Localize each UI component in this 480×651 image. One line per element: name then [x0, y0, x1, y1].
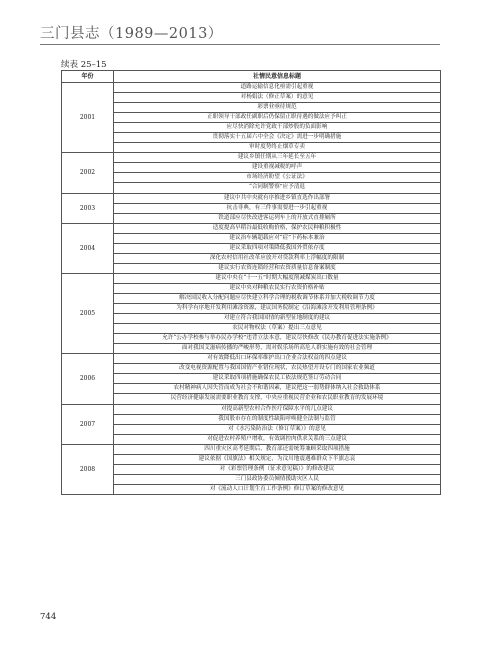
table-row — [62, 334, 441, 344]
page-number: 744 — [40, 612, 57, 622]
table-row — [62, 324, 441, 334]
title-cell: 对提高新型农村合作医疗保障水平的几点建议 — [114, 404, 441, 414]
table-row — [62, 464, 441, 474]
table-row — [62, 153, 441, 163]
table-row — [62, 103, 441, 113]
title-cell: 对建立符合我国国情的新型征地制度的建议 — [114, 314, 441, 324]
table-row — [62, 314, 441, 324]
table-row — [62, 364, 441, 374]
table-row — [62, 183, 441, 193]
table-row — [62, 374, 441, 384]
table-row — [62, 444, 441, 454]
data-table — [61, 70, 441, 495]
title-cell: 建议依据《国旗法》相关规定，为汶川地震遇难群众下半旗志哀 — [114, 454, 441, 464]
table-row — [62, 384, 441, 394]
title-cell: 贯彻落实十五届六中全会《决定》需进一步明确措施 — [114, 133, 441, 143]
table-row — [62, 243, 441, 253]
table-row — [62, 344, 441, 354]
title-cell: 审时度势终止烟草专卖 — [114, 143, 441, 153]
table-row — [62, 484, 441, 494]
title-cell: 对《流动人口计划生育工作条例》修订草案的修改意见 — [114, 484, 441, 494]
table-row — [62, 113, 441, 123]
title-cell: 三门县政协委员倾情援助灾区人民 — [114, 474, 441, 484]
table-row — [62, 434, 441, 444]
title-cell: 铁道部应尽快改进客运列车上的开放式直排厕所 — [114, 213, 441, 223]
year-cell: 2002 — [62, 153, 114, 193]
title-cell: 建设重视减税的呼声 — [114, 163, 441, 173]
title-cell: 建议乡镇任期从三年延长至五年 — [114, 153, 441, 163]
title-cell: 对促进农村养殖户增收，有效调控肉供求关系的三点建议 — [114, 434, 441, 444]
title-cell: “合同制警察”应予清退 — [114, 183, 441, 193]
title-cell: 抗击非典，有三件事需要进一步引起重视 — [114, 203, 441, 213]
title-cell: 对杨娟法（修正草案）的意见 — [114, 93, 441, 103]
title-cell: 建议治车辆超载应对“症”下药标本兼治 — [114, 233, 441, 243]
title-cell: 彩票业亟待规范 — [114, 103, 441, 113]
year-cell: 2004 — [62, 223, 114, 273]
table-row — [62, 193, 441, 203]
table-row — [62, 143, 441, 153]
table-row — [62, 223, 441, 233]
title-cell: 深化农村信用社改革应放开对贷款利率上浮幅度的限制 — [114, 253, 441, 263]
year-cell: 2005 — [62, 273, 114, 353]
table-row — [62, 454, 441, 464]
title-cell: 对《水污染防治法（修订草案）》的意见 — [114, 424, 441, 434]
table-row — [62, 424, 441, 434]
header-rule — [40, 44, 440, 45]
table-row — [62, 394, 441, 404]
title-cell: 面对我国艾滋病传播的严峻形势，需对娱乐场所高危人群实施有效的社会管理 — [114, 344, 441, 354]
title-cell: 四川重灾区高考延期后，教育部还需统筹兼顾采取四项措施 — [114, 444, 441, 454]
title-cell: 建议采取四项对策降低我国外贸依存度 — [114, 243, 441, 253]
year-cell: 2007 — [62, 404, 114, 444]
title-cell: 我国股市存在的制度性缺陷呼唤健全法制与监管 — [114, 414, 441, 424]
title-cell: 农民对物权法（草案）提出三点意见 — [114, 324, 441, 334]
title-cell: 适度提高早稻谷最低收购价格，保护农民种粮积极性 — [114, 223, 441, 233]
table-row — [62, 233, 441, 243]
table-row — [62, 83, 441, 93]
title-cell: 为科学有序地开发利用滩涂资源，建议国务院制定《沿海滩涂开发利用管理条例》 — [114, 304, 441, 314]
title-cell: 市场经济盼望《公证法》 — [114, 173, 441, 183]
title-cell: 允许“公办学校参与举办民办学校”违背立法本意，建议尽快修改《民办教育促进法实施条例》 — [114, 334, 441, 344]
table-row — [62, 283, 441, 293]
table-row — [62, 173, 441, 183]
title-cell: 民营经济健康发展需要职业教育支撑，中央应重视民营企业和农民职业教育的发展环境 — [114, 394, 441, 404]
title-cell: 解决国民收入分配问题应尽快建立科学合理的税收调节体系并加大税收调节力度 — [114, 293, 441, 303]
table-row — [62, 133, 441, 143]
table-body — [62, 83, 441, 495]
table-row — [62, 213, 441, 223]
table-header-row — [62, 71, 441, 83]
table-row — [62, 163, 441, 173]
title-cell: 正职领导干部政任副职后仍保留正职待遇的做法应予纠正 — [114, 113, 441, 123]
table-row — [62, 304, 441, 314]
title-cell: 对《彩票管理条例（征求意见稿）》的修改建议 — [114, 464, 441, 474]
column-header-title: 社情民意信息标题 — [114, 71, 441, 83]
title-cell: 农村精神病人因失管而成为社会不和谐因素，建议把这一弱势群体纳入社会救助体系 — [114, 384, 441, 394]
year-cell: 2008 — [62, 444, 114, 494]
title-cell: 对有效降低出口环保率维护出口企业合法权益的四点建议 — [114, 354, 441, 364]
year-cell: 2001 — [62, 83, 114, 153]
book-title: 三门县志（1989—2013） — [40, 26, 223, 42]
title-cell: 应尽快消除允许党政干部炒股的负面影响 — [114, 123, 441, 133]
title-cell: 建议中央在“十一五”时期大幅度削减煤炭出口数量 — [114, 273, 441, 283]
year-cell: 2006 — [62, 354, 114, 404]
table-caption: 续表 25–15 — [61, 60, 107, 70]
data-table-container — [61, 70, 440, 598]
table-row — [62, 293, 441, 303]
table-row — [62, 474, 441, 484]
title-cell: 改变电视资源配置与我国国情产业错位现状，农民热望开设专门的国家农业频道 — [114, 364, 441, 374]
title-cell: 道路运输信息化亟需引起重视 — [114, 83, 441, 93]
table-row — [62, 263, 441, 273]
table-row — [62, 273, 441, 283]
column-header-year: 年份 — [62, 71, 114, 83]
table-row — [62, 354, 441, 364]
table-row — [62, 203, 441, 213]
year-cell: 2003 — [62, 193, 114, 223]
table-row — [62, 404, 441, 414]
table-row — [62, 93, 441, 103]
table-row — [62, 253, 441, 263]
title-cell: 建议采取四项措施确保农民工依法规范签订劳动合同 — [114, 374, 441, 384]
title-cell: 建议中央对种粮农民实行农资价格补贴 — [114, 283, 441, 293]
table-row — [62, 414, 441, 424]
table-row — [62, 123, 441, 133]
title-cell: 建议实行农资连锁经营和农资质量信息备案制度 — [114, 263, 441, 273]
title-cell: 建议中共中央就有序推进乡镇直选作出部署 — [114, 193, 441, 203]
